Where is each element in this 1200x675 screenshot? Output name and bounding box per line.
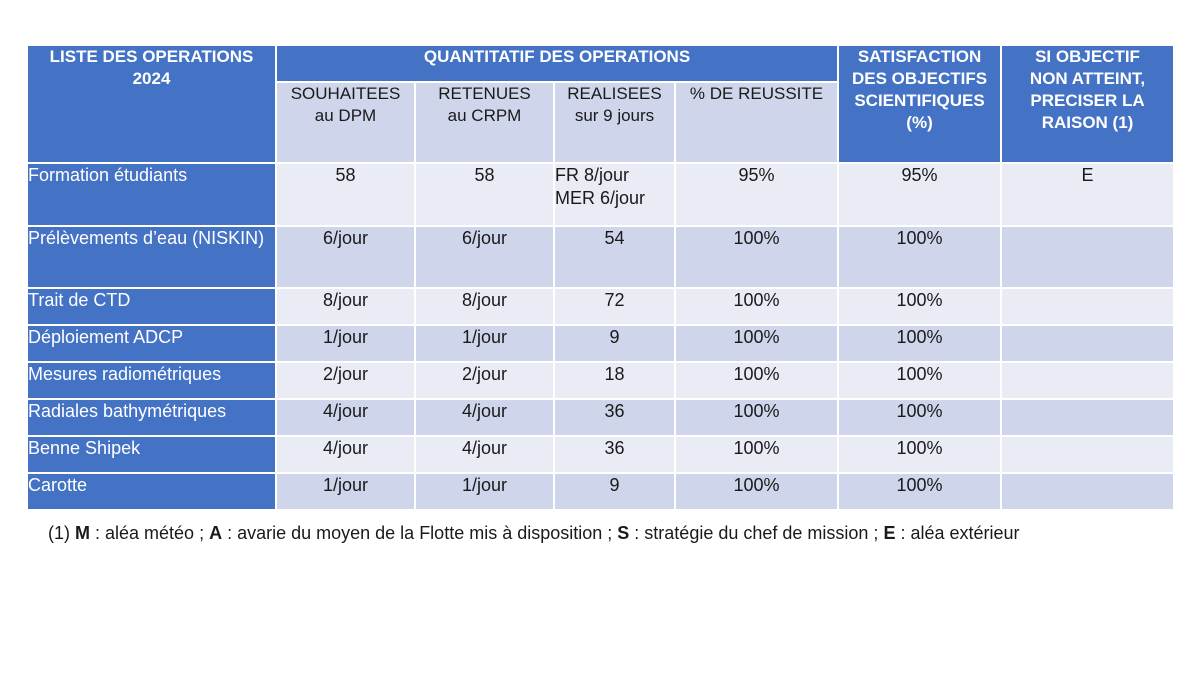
realisees-line-2: MER 6/jour	[555, 188, 646, 208]
header-retenues	[415, 82, 554, 163]
reason-title-line-1: SI OBJECTIF	[1035, 47, 1140, 66]
cell-reussite: 100%	[675, 325, 838, 362]
cell-raison	[1001, 436, 1174, 473]
footnote-text: : avarie du moyen de la Flotte mis à disposition ;	[222, 523, 618, 543]
cell-realisees	[554, 399, 675, 436]
cell-reussite: 100%	[675, 399, 838, 436]
cell-retenues: 4/jour	[415, 436, 554, 473]
cell-satisfaction: 100%	[838, 473, 1001, 510]
operation-label: Radiales bathymétriques	[27, 399, 276, 436]
operation-label: Mesures radiométriques	[27, 362, 276, 399]
realisees-line-1: 36	[604, 438, 625, 458]
table-row	[27, 399, 1174, 436]
operation-label: Trait de CTD	[27, 288, 276, 325]
cell-satisfaction: 95%	[838, 163, 1001, 226]
cell-reussite: 100%	[675, 226, 838, 288]
subheader-1-line-1: SOUHAITEES	[290, 84, 401, 103]
table-row	[27, 362, 1174, 399]
cell-reussite: 100%	[675, 362, 838, 399]
cell-raison: E	[1001, 163, 1174, 226]
cell-raison	[1001, 399, 1174, 436]
cell-retenues: 4/jour	[415, 399, 554, 436]
footnote-code: S	[617, 523, 630, 543]
table-row	[27, 163, 1174, 226]
table-row	[27, 325, 1174, 362]
subheader-2-line-1: RETENUES	[438, 84, 531, 103]
cell-retenues: 1/jour	[415, 473, 554, 510]
cell-souhaitees: 8/jour	[276, 288, 415, 325]
realisees-line-1: 72	[604, 290, 625, 310]
cell-souhaitees: 1/jour	[276, 473, 415, 510]
footnote-text: : aléa extérieur	[895, 523, 1020, 543]
satisfaction-title-line-3: SCIENTIFIQUES	[854, 91, 985, 110]
header-souhaitees	[276, 82, 415, 163]
cell-realisees	[554, 362, 675, 399]
footnote-code: M	[75, 523, 90, 543]
cell-realisees	[554, 163, 675, 226]
operation-label: Formation étudiants	[27, 163, 276, 226]
cell-retenues: 1/jour	[415, 325, 554, 362]
table-row	[27, 436, 1174, 473]
footnote-code: A	[209, 523, 223, 543]
header-realisees	[554, 82, 675, 163]
satisfaction-title-line-1: SATISFACTION	[857, 47, 982, 66]
header-list-title	[27, 45, 276, 163]
cell-satisfaction: 100%	[838, 288, 1001, 325]
cell-souhaitees: 6/jour	[276, 226, 415, 288]
footnote-text: : aléa météo ;	[90, 523, 210, 543]
cell-reussite: 95%	[675, 163, 838, 226]
reason-title-line-4: RAISON (1)	[1041, 113, 1134, 132]
cell-retenues: 2/jour	[415, 362, 554, 399]
realisees-line-1: 18	[604, 364, 625, 384]
realisees-line-1: 9	[609, 475, 620, 495]
cell-realisees	[554, 226, 675, 288]
cell-satisfaction: 100%	[838, 399, 1001, 436]
cell-reussite: 100%	[675, 436, 838, 473]
realisees-line-1: 36	[604, 401, 625, 421]
footnote-code: E	[883, 523, 896, 543]
table-row	[27, 473, 1174, 510]
cell-raison	[1001, 226, 1174, 288]
cell-souhaitees: 4/jour	[276, 399, 415, 436]
subheader-4-line-1: % DE REUSSITE	[689, 84, 824, 103]
subheader-3-line-1: REALISEES	[567, 84, 662, 103]
list-title-line-2: 2024	[132, 69, 171, 88]
satisfaction-title-line-4: (%)	[906, 113, 933, 132]
table-row	[27, 226, 1174, 288]
table-body	[27, 163, 1174, 510]
reason-title-line-3: PRECISER LA	[1030, 91, 1145, 110]
cell-reussite: 100%	[675, 473, 838, 510]
realisees-line-1: 54	[604, 228, 625, 248]
table-header	[27, 45, 1174, 163]
cell-satisfaction: 100%	[838, 362, 1001, 399]
cell-realisees	[554, 436, 675, 473]
cell-retenues: 8/jour	[415, 288, 554, 325]
realisees-line-1: 9	[609, 327, 620, 347]
list-title-line-1: LISTE DES OPERATIONS	[49, 47, 254, 66]
operation-label: Carotte	[27, 473, 276, 510]
cell-retenues: 6/jour	[415, 226, 554, 288]
cell-souhaitees: 4/jour	[276, 436, 415, 473]
subheader-3-line-2: sur 9 jours	[574, 106, 655, 125]
reason-title-line-2: NON ATTEINT,	[1029, 69, 1146, 88]
footnote-text: : stratégie du chef de mission ;	[629, 523, 884, 543]
header-reussite	[675, 82, 838, 163]
cell-realisees	[554, 325, 675, 362]
cell-realisees	[554, 288, 675, 325]
cell-souhaitees: 1/jour	[276, 325, 415, 362]
operation-label: Déploiement ADCP	[27, 325, 276, 362]
header-quantitatif: QUANTITATIF DES OPERATIONS	[276, 45, 838, 82]
cell-satisfaction: 100%	[838, 325, 1001, 362]
cell-realisees	[554, 473, 675, 510]
cell-raison	[1001, 362, 1174, 399]
satisfaction-title-line-2: DES OBJECTIFS	[851, 69, 988, 88]
cell-satisfaction: 100%	[838, 436, 1001, 473]
realisees-line-1: FR 8/jour	[555, 165, 630, 185]
subheader-1-line-2: au DPM	[314, 106, 377, 125]
subheader-2-line-2: au CRPM	[447, 106, 522, 125]
cell-raison	[1001, 325, 1174, 362]
table-row	[27, 288, 1174, 325]
operations-table	[26, 44, 1175, 511]
footnote: (1) M : aléa météo ; A : avarie du moyen de la Flotte mis à disposition ; S : stratégie du chef de mission ; E : aléa extérieur	[48, 523, 1020, 543]
cell-reussite: 100%	[675, 288, 838, 325]
header-raison	[1001, 45, 1174, 163]
cell-satisfaction: 100%	[838, 226, 1001, 288]
operation-label: Benne Shipek	[27, 436, 276, 473]
operation-label: Prélèvements d’eau (NISKIN)	[27, 226, 276, 288]
cell-retenues: 58	[415, 163, 554, 226]
cell-souhaitees: 58	[276, 163, 415, 226]
cell-raison	[1001, 473, 1174, 510]
cell-raison	[1001, 288, 1174, 325]
cell-souhaitees: 2/jour	[276, 362, 415, 399]
header-satisfaction	[838, 45, 1001, 163]
